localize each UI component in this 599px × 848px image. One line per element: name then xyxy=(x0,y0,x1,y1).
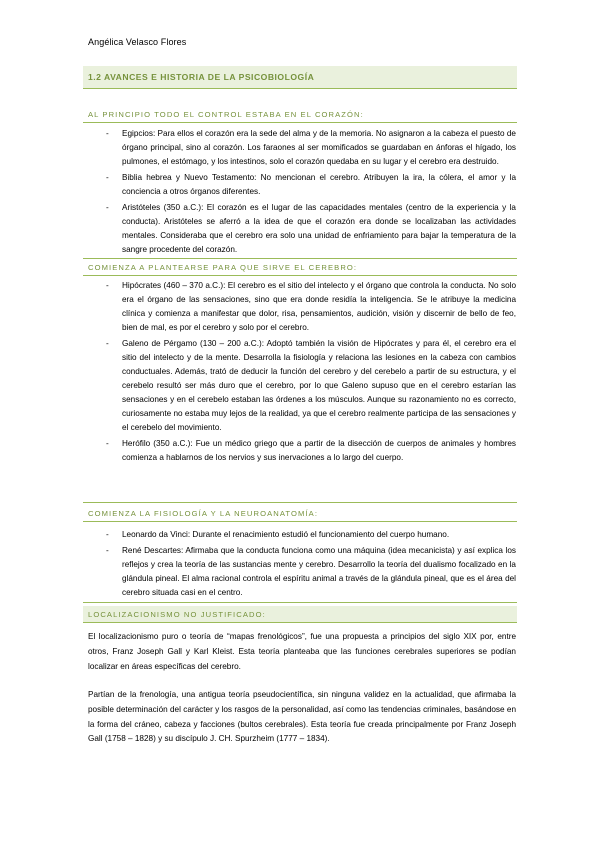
paragraph-1: El localizacionismo puro o teoría de “mapas frenológicos”, fue una propuesta a principios del siglo XIX por, entre otros, Franz Joseph Gall y Karl Kleist. Esta teoría planteaba que las funciones cerebrales superiores se podían localizar en áreas específicas del cerebro. xyxy=(88,632,516,671)
section-heading-3: COMIENZA LA FISIOLOGÍA Y LA NEUROANATOMÍA: xyxy=(88,509,319,518)
list-item: - Leonardo da Vinci: Durante el renacimiento estudió el funcionamiento del cuerpo humano. xyxy=(106,528,516,542)
section-heading-4 xyxy=(83,606,517,623)
section-heading-2: COMIENZA A PLANTEARSE PARA QUE SIRVE EL CEREBRO: xyxy=(88,263,358,272)
section-list-2 xyxy=(106,279,516,467)
list-item: - Egipcios: Para ellos el corazón era la sede del alma y de la memoria. No asignaron a la cabeza el puesto de órgano principal, sino al corazón. Los faraones al ser momificados se guardaban en ánforas el hígado, los pulmones, el estómago, y los intestinos, solo el corazón quedaba en su lugar y el cerebro era destruido. xyxy=(106,127,516,169)
list-item: - Galeno de Pérgamo (130 – 200 a.C.): Adoptó también la visión de Hipócrates y para él, el cerebro era el sitio del intelecto y de la mente. Desarrolla la fisiología y relaciona las lesiones en la cabeza con cambios conductuales. Además, trató de deducir la función del cerebro y del cerebelo a partir de su estructura, y el cerebelo resultó ser más duro que el cerebro, por lo que Galeno supuso que en el cerebro estarían las sensaciones y en el cerebelo estaban las órdenes a los músculos. Aunque su razonamiento no es correcto, curiosamente no estaba muy lejos de la realidad, ya que el cerebro realmente participa de las sensaciones y el cerebelo del movimiento. xyxy=(106,337,516,435)
section-rule-3-top xyxy=(83,502,517,503)
list-item: - Biblia hebrea y Nuevo Testamento: No mencionan el cerebro. Atribuyen la ira, la cólera, el amor y la conciencia a otros órganos diferentes. xyxy=(106,171,516,199)
author-name: Angélica Velasco Flores xyxy=(88,37,187,47)
main-heading-band xyxy=(83,66,517,89)
section-list-3 xyxy=(106,528,516,602)
section-list-1 xyxy=(106,127,516,259)
section-rule-2 xyxy=(83,275,517,276)
section-rule-2-top xyxy=(83,258,517,259)
section-rule-4-top xyxy=(83,602,517,603)
list-item: - Hipócrates (460 – 370 a.C.): El cerebro es el sitio del intelecto y el órgano que controla la conducta. No solo era el órgano de las sensaciones, sino que era donde residía la inteligencia. Se le atribuye la medicina clínica y comienza a manifestar que dolor, risa, pensamientos, audición, visión y discernir de bello de feo, bien de mal, es por el cerebro y solo por el cerebro. xyxy=(106,279,516,335)
section-rule-3 xyxy=(83,521,517,522)
main-heading: 1.2 AVANCES E HISTORIA DE LA PSICOBIOLOGÍA xyxy=(88,72,315,82)
section-heading-1: AL PRINCIPIO TODO EL CONTROL ESTABA EN EL CORAZÓN: xyxy=(88,110,364,119)
list-item: - Aristóteles (350 a.C.): El corazón es el lugar de las capacidades mentales (centro de la experiencia y la conducta). Aristóteles se aferró a la idea de que el corazón era donde se localizaban las actividades mentales. Consideraba que el cerebro era solo una unidad de enfriamiento para bajar la temperatura de la sangre procedente del corazón. xyxy=(106,201,516,257)
list-item: - Herófilo (350 a.C.): Fue un médico griego que a partir de la disección de cuerpos de animales y hombres comienza a hablarnos de los nervios y sus inervaciones a lo largo del cuerpo. xyxy=(106,437,516,465)
paragraph-2: Partían de la frenología, una antigua teoría pseudocientífica, sin ninguna validez en la actualidad, que afirmaba la posible determinación del carácter y los rasgos de la personalidad, así como las tendencias criminales, basándose en la forma del cráneo, cabeza y facciones (bultos cerebrales). Esta teoría fue creada principalmente por Franz Joseph Gall (1758 – 1828) y su discípulo J. CH. Spurzheim (1777 – 1834). xyxy=(88,690,516,744)
section-heading-4-text: LOCALIZACIONISMO NO JUSTIFICADO: xyxy=(88,610,266,619)
list-item: - René Descartes: Afirmaba que la conducta funciona como una máquina (idea mecanicista) y así explica los reflejos y crea la teoría de las sustancias mente y cerebro. Desarrollo la teoría del dualismo focalizado en la glándula pineal. El alma racional controla el espíritu animal a través de la glándula pineal, que es el área del cerebro situada casi en el centro. xyxy=(106,544,516,600)
section-rule-1 xyxy=(83,122,517,123)
